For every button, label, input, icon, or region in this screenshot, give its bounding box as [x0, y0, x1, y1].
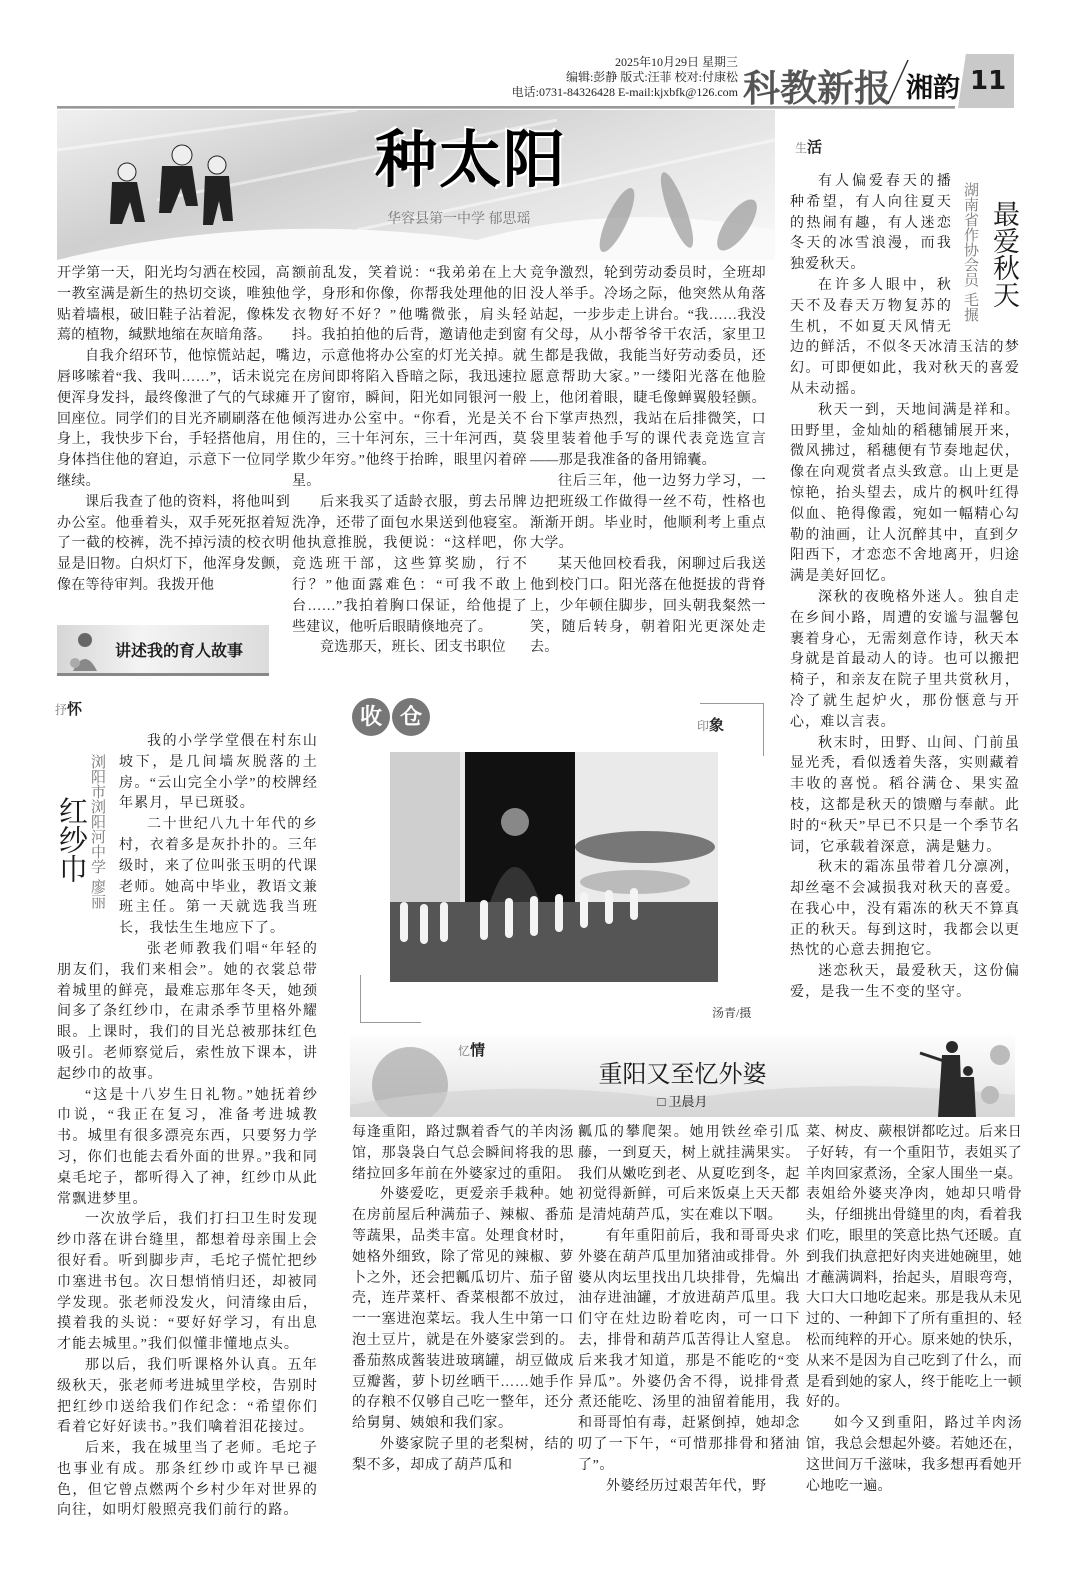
label-char: 抒: [55, 703, 68, 717]
paragraph: 菜、树皮、蕨根饼都吃过。后来日子好转，有一个重阳节，表姐买了羊肉回家煮汤，全家人围坐一桌。表姐给外婆夹净肉，她却只啃骨头，仔细挑出骨缝里的肉，看着我们吃，眼里的笑意比热气还暖。直到我们执意把好肉夹进她碗里，她才蘸满调料，抬起头，眉眼弯弯，大口大口地吃起来。那是我从未见过的、一种卸下了所有重担的、轻松而纯粹的开心。原来她的快乐，从来不是因为自己吃到了什么，而是看到她的家人，终于能吃上一顿好的。: [806, 1125, 1022, 1411]
paragraph: 外婆家院子里的老梨树，结的梨不多，却成了葫芦瓜和: [352, 1436, 574, 1473]
paragraph: 张老师教我们唱“年轻的朋友们，我们来相会”。她的衣裳总带着城里的鲜亮，最难忘那年冬天，她颈间多了条红纱巾，在肃杀季节里格外耀眼。上课时，我们的目光总被那抹红色吸引。老师察觉后，索性放下课本，讲起纱巾的故事。: [57, 941, 318, 1082]
label-char-bold: 怀: [67, 700, 83, 718]
paragraph: 后来我买了适龄衣服，剪去吊牌洗净，还带了面包水果送到他寝室。他执意推脱，我便说：“这样吧，你竞选班干部，这些算奖励，行不行？”他面露难色：“可我不敢上台……”我拍着胸口保证，给他提了些建议，他听后眼睛倏地亮了。: [292, 494, 527, 635]
contact-info: 电话:0731-84326428 E-mail:kjxbfk@126.com: [511, 85, 738, 99]
article-author: 浏阳市浏阳河中学 廖丽: [89, 754, 107, 909]
title-block: [57, 732, 119, 940]
article-column-3: [806, 1123, 1022, 1497]
article-author: □ 卫晨月: [657, 1094, 708, 1109]
paragraph: 秋天一到，天地间满是祥和。田野里，金灿灿的稻穗铺展开来，微风拂过，稻穗便有节奏地起伏，像在向观赏者点头致意。山上更是惊艳，抬头望去，成片的枫叶红得似血、艳得像霞，宛如一幅精心勾勒的油画，让人沉醉其中，直到夕阳西下，才恋恋不舍地离开，归途满是美好回忆。: [790, 402, 1020, 585]
paragraph: 每逢重阳，路过飘着香气的羊肉汤馆，那袅袅白气总会瞬间将我的思绪拉回多年前在外婆家过的重阳。: [352, 1125, 574, 1182]
label-char-bold: 情: [470, 1041, 486, 1059]
header-rule: [57, 106, 955, 109]
article-column-2: [292, 264, 527, 659]
paragraph: 往后三年，他一边努力学习，一边把班级工作做得一丝不苟，性格也渐渐开朗。毕业时，他顺利考上重点大学。: [530, 473, 766, 552]
article-title: 最爱秋天: [988, 200, 1019, 308]
article-author: 湖南省作协会员 毛搌: [962, 182, 980, 322]
paragraph: 秋末时，田野、山间、门前虽显光秃，看似透着失落，实则藏着丰收的喜悦。稻谷满仓、果实盈枝，这都是秋天的馈赠与奉献。此时的“秋天”早已不只是一个季节名词，它承载着深意，满是魅力。: [790, 735, 1020, 855]
paragraph: “这是十八岁生日礼物。”她抚着纱巾说，“我正在复习，准备考进城教书。城里有很多漂亮东西，只要努力学习，你们也能去看外面的世界。”我和同桌毛坨子，都听得入了神，红纱巾从此常飘进梦里。: [57, 1087, 318, 1207]
paragraph: 课后我查了他的资料，将他叫到办公室。他垂着头，双手死死抠着短了一截的校裤，洗不掉污渍的校衣明显是旧物。白炽灯下，他浑身发颤，像在等待审判。我拨开他: [57, 494, 290, 593]
page-number: 11: [970, 66, 1007, 96]
paragraph: 深秋的夜晚格外迷人。独自走在乡间小路，周遭的安谧与温馨包裹着身心，无需刻意作诗，秋天本身就是首最动人的诗。也可以搬把椅子，和亲友在院子里共赏秋月，冷了就生起炉火，那份惬意与开心，难以言表。: [790, 589, 1020, 730]
title-char: 仓: [392, 698, 430, 736]
issue-date: 2025年10月29日 星期三: [614, 55, 738, 69]
section-label-life: [795, 136, 822, 157]
paragraph: 后来，我在城里当了老师。毛坨子也事业有成。那条红纱巾或许早已褪色，但它曾点燃两个乡村少年对世界的向往，如明灯般照亮我们前行的路。: [57, 1441, 318, 1519]
paragraph: 有人偏爱春天的播种希望，有人向往夏天的热闹有趣，有人迷恋冬天的冰雪浪漫，而我独爱秋天。: [790, 174, 952, 273]
article-hong-shajin: [57, 732, 318, 1522]
paragraph: 自我介绍环节，他惊慌站起，嘴唇哆嗦着“我、我叫……”，话未说完便浑身发抖，最终像泄了气的气球瘫回座位。同学们的目光齐刷刷落在他身上，我快步下台，手轻搭他肩，用身体挡住他的窘迫，示意下一位同学继续。: [57, 349, 290, 489]
article-column-3: [530, 264, 766, 659]
paragraph: 额前乱发，笑着说：“我弟弟在上大学，身形和你像，你帮我处理他的旧衣物好不好？”他嘴微张，肩头轻抖。我拍拍他的后背，邀请他走到窗边，示意他将办公室的灯光关掉。就在房间即将陷入昏暗之际，我迅速拉开了窗帘，瞬间，阳光如同银河一般倾泻进办公室中。“你看，光是关不住的，三十年河东，三十年河西，莫欺少年穷。”他终于抬眸，眼里闪着碎星。: [292, 266, 527, 489]
column-banner: [57, 625, 269, 676]
paragraph: 竞争激烈，轮到劳动委员时，全班却没人举手。冷场之际，他突然从角落站起，一步步走上讲台。“我……我没有父母，从小帮爷爷干农活，家里卫生都是我做，我能当好劳动委员，还愿意帮助大家。”一缕阳光落在他脸上，他闭着眼，睫毛像蝉翼般轻颤。台下掌声热烈，我站在后排微笑，口袋里装着他手写的课代表竞选宣言——那是我准备的备用锦囊。: [530, 266, 766, 469]
paragraph: 某天他回校看我，闲聊过后我送他到校门口。阳光落在他挺拔的背脊上，少年顿住脚步，回头朝我粲然一笑，随后转身，朝着阳光更深处走去。: [530, 557, 766, 656]
section-name: 湘韵: [906, 73, 960, 104]
corner-decoration: [700, 703, 764, 756]
title-block: [952, 172, 1020, 338]
paragraph: 外婆经历过艰苦年代，野: [606, 1478, 767, 1494]
running-students-icon: [110, 145, 233, 225]
article-zuiai-qiutian: [790, 172, 1020, 1004]
article-column-2: [578, 1123, 800, 1497]
label-char: 印: [697, 719, 710, 733]
newspaper-masthead: 科教新报: [743, 69, 891, 110]
article-column-1: [57, 264, 290, 597]
photo-image: [390, 752, 718, 982]
article-column-1: [352, 1123, 574, 1477]
paragraph: 迷恋秋天，最爱秋天，这份偏爱，是我一生不变的坚守。: [790, 964, 1020, 1001]
label-char-bold: 象: [709, 716, 725, 734]
label-char: 忆: [458, 1044, 471, 1058]
paragraph: 在许多人眼中，秋天不及春天万物复苏的生机，不如夏天风情无边的鲜活，不似冬天冰清玉洁的梦幻。可即便如此，我对秋天的喜爱从未动摇。: [790, 277, 1020, 397]
photo-credit: 汤青/摄: [712, 1006, 752, 1020]
paragraph: 二十世纪八九十年代的乡村，衣着多是灰扑扑的。三年级时，来了位叫张玉明的代课老师。她高中毕业，教语文兼班主任。第一天就选我当班长，我怯生生地应下了。: [119, 817, 318, 937]
paragraph: 一次放学后，我们打扫卫生时发现纱巾落在讲台缝里，都想着母亲围上会很好看。听到脚步声，毛坨子慌忙把纱巾塞进书包。次日想悄悄归还，却被同学发现。张老师没发火，问清缘由后，摸着我的头说：“要好好学习，有出息才能去城里。”我们似懂非懂地点头。: [57, 1212, 318, 1353]
article-author: 华容县第一中学 郁思瑶: [387, 212, 531, 227]
label-char: 生: [795, 141, 808, 155]
masthead-info: [512, 55, 738, 100]
paragraph: 竞选那天，班长、团支书职位: [320, 640, 506, 656]
column-banner-text: 讲述我的育人故事: [115, 641, 244, 660]
section-label-memory: [458, 1039, 485, 1060]
label-char-bold: 活: [807, 138, 823, 156]
article-title: 种太阳: [375, 123, 568, 196]
article-title: 红纱巾: [55, 796, 89, 883]
article-banner-zhong-taiyang: [57, 110, 775, 260]
editor-credits: 编辑:彭静 版式:汪菲 校对:付康松: [565, 70, 738, 84]
harvest-photo: [390, 752, 718, 982]
paragraph: 有年重阳前后，我和哥哥央求外婆在葫芦瓜里加猪油或排骨。外婆从肉坛里找出几块排骨，先煸出油存进油罐，才放进葫芦瓜里。我们守在灶边盼着吃肉，可一口下去，排骨和葫芦瓜苦得让人窒息。后来我才知道，那是不能吃的“变异瓜”。外婆仍舍不得，说排骨煮煮还能吃、汤里的油留着能用，我和哥哥怕有毒，赶紧倒掉，她却念叨了一下午，“可惜那排骨和猪油了”。: [578, 1228, 800, 1473]
paragraph: 我的小学学堂偎在村东山坡下，是几间墙灰脱落的土房。“云山完全小学”的校牌经年累月，早已斑驳。: [119, 734, 318, 812]
paragraph: 那以后，我们听课格外认真。五年级秋天，张老师考进城里学校，告别时把红纱巾送给我们作纪念：“希望你们看着它好好读书。”我们噙着泪花接过。: [57, 1357, 318, 1436]
photo-title: [352, 698, 432, 736]
paragraph: 瓤瓜的攀爬架。她用铁丝牵引瓜藤，一到夏天，树上就挂满果实。我们从嫩吃到老、从夏吃到冬，起初觉得新鲜，可后来饭桌上天天都是清炖葫芦瓜，实在难以下咽。: [578, 1125, 800, 1224]
corner-decoration: [360, 975, 421, 1023]
article-title: 重阳又至忆外婆: [598, 1060, 767, 1088]
paragraph: 秋末的霜冻虽带着几分凛冽，却丝毫不会减损我对秋天的喜爱。在我心中，没有霜冻的秋天不算真正的秋天。每到这时，我都会以更热忱的心意去拥抱它。: [790, 860, 1020, 959]
section-label-reflection: [55, 698, 82, 719]
paragraph: 外婆爱吃，更爱亲手栽种。她在房前屋后种满茄子、辣椒、番茄等蔬果，品类丰富。处理食材时，她格外细致，除了常见的辣椒、萝卜之外，还会把瓤瓜切片、茄子留壳，连芹菜杆、香菜根都不放过，一一塞进泡菜坛。我人生中第一口泡土豆片，就是在外婆家尝到的。番茄熬成酱装进玻璃罐，胡豆做成豆瓣酱，萝卜切丝晒干……她手作的存粮不仅够自己吃一整年，还分给舅舅、姨娘和我们家。: [352, 1187, 574, 1432]
paragraph: 开学第一天，阳光均匀洒在校园，高一教室满是新生的热切交谈，唯独他贴着墙根，破旧鞋子沾着泥，像株发蔫的植物，缄默地缩在灰暗角落。: [57, 266, 290, 344]
teacher-with-flowers-icon: [65, 629, 105, 671]
paragraph: 如今又到重阳，路过羊肉汤馆，我总会想起外婆。若她还在，这世间万千滋味，我多想再看她开心地吃一遍。: [806, 1416, 1022, 1494]
title-char: 收: [352, 698, 390, 736]
article-banner-chongyang: [350, 1035, 1015, 1117]
